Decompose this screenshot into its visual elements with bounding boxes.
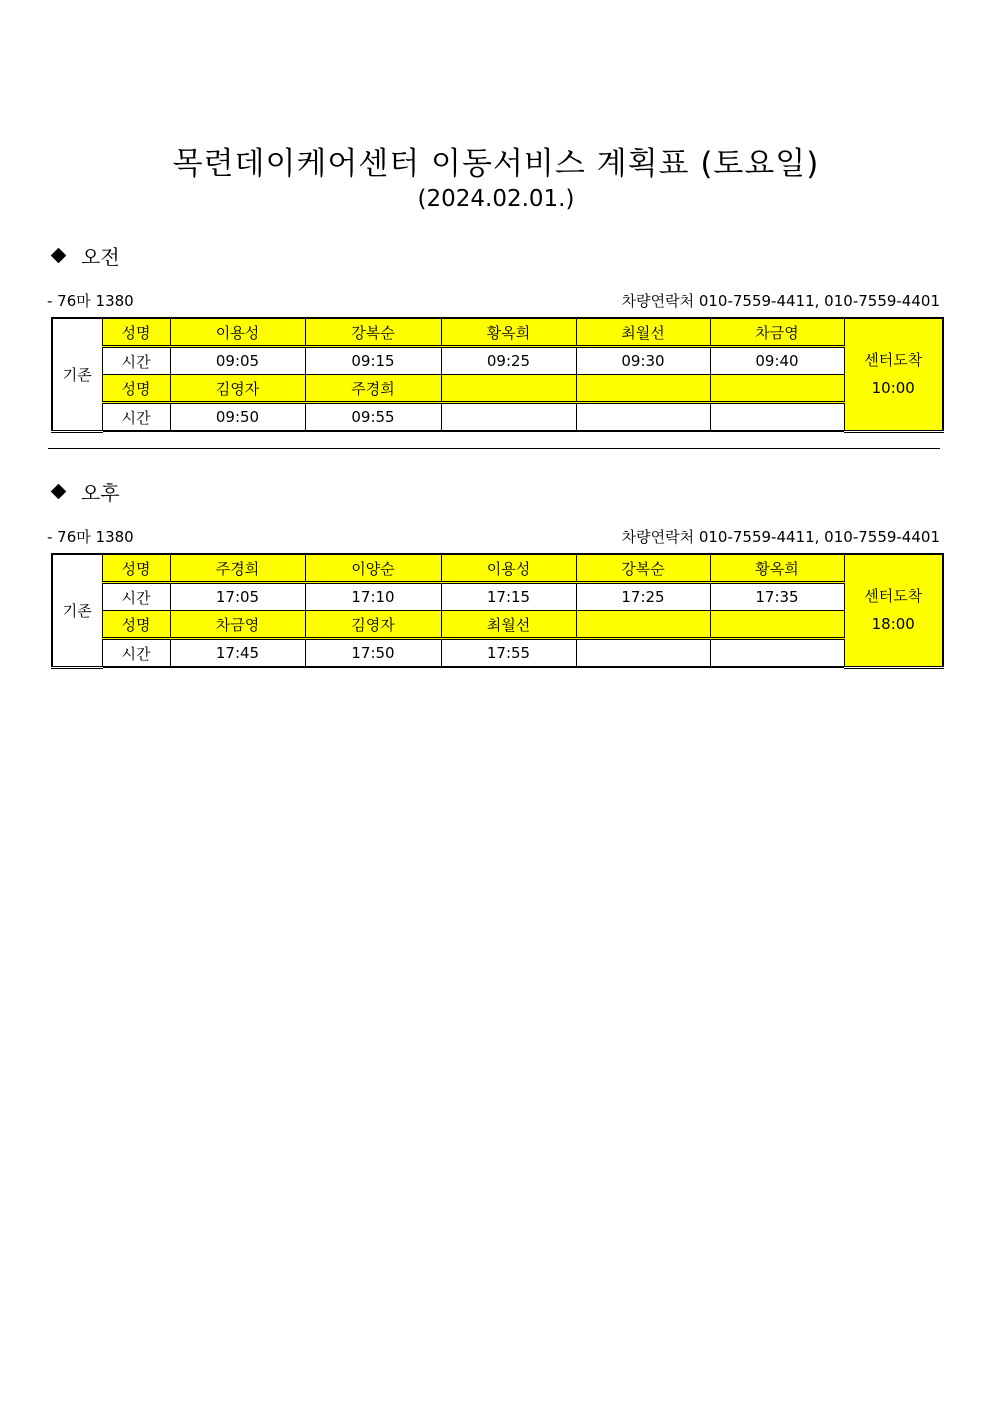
pickup-time [710, 403, 844, 432]
vehicle-contact: 차량연락처 010-7559-4411, 010-7559-4401 [621, 528, 940, 546]
section-heading-label: 오후 [81, 481, 120, 505]
passenger-name [710, 375, 844, 403]
arrival-time: 10:00 [871, 379, 915, 398]
section-divider [48, 448, 940, 449]
pickup-time: 09:55 [305, 403, 441, 432]
group-label: 기존 [52, 318, 102, 431]
vehicle-number: - 76마 1380 [47, 528, 134, 546]
pickup-time [576, 403, 710, 432]
passenger-name [710, 611, 844, 639]
passenger-name: 강복순 [576, 554, 710, 583]
passenger-name: 차금영 [710, 318, 844, 347]
table-row [52, 611, 943, 639]
vehicle-info-afternoon [47, 526, 940, 547]
passenger-name [576, 375, 710, 403]
pickup-time: 09:50 [170, 403, 305, 432]
passenger-name: 강복순 [305, 318, 441, 347]
diamond-bullet-icon [51, 484, 67, 500]
table-row [52, 583, 943, 611]
passenger-name: 이양순 [305, 554, 441, 583]
passenger-name [441, 375, 576, 403]
pickup-time: 09:40 [710, 347, 844, 375]
vehicle-info-morning [47, 290, 940, 311]
table-row [52, 318, 943, 347]
passenger-name: 황옥희 [441, 318, 576, 347]
arrival-time: 18:00 [871, 615, 915, 634]
table-row [52, 403, 943, 432]
arrival-cell [844, 318, 943, 431]
schedule-table-afternoon [51, 553, 944, 669]
passenger-name: 김영자 [170, 375, 305, 403]
pickup-time: 17:45 [170, 639, 305, 668]
passenger-name: 최월선 [441, 611, 576, 639]
pickup-time: 17:10 [305, 583, 441, 611]
pickup-time: 17:35 [710, 583, 844, 611]
passenger-name: 최월선 [576, 318, 710, 347]
page-date: (2024.02.01.) [417, 186, 575, 212]
diamond-bullet-icon [51, 248, 67, 264]
pickup-time: 17:15 [441, 583, 576, 611]
time-row-label: 시간 [102, 639, 170, 668]
time-row-label: 시간 [102, 347, 170, 375]
page-title: 목련데이케어센터 이동서비스 계획표 (토요일) [172, 146, 820, 182]
name-row-label: 성명 [102, 611, 170, 639]
section-heading-afternoon [50, 477, 120, 506]
table-row [52, 639, 943, 668]
passenger-name: 김영자 [305, 611, 441, 639]
passenger-name: 이용성 [170, 318, 305, 347]
arrival-label: 센터도착 [864, 351, 923, 370]
name-row-label: 성명 [102, 318, 170, 347]
pickup-time [576, 639, 710, 668]
name-row-label: 성명 [102, 375, 170, 403]
section-heading-morning [50, 241, 120, 270]
table-row [52, 375, 943, 403]
group-label: 기존 [52, 554, 102, 667]
pickup-time: 09:15 [305, 347, 441, 375]
pickup-time: 09:25 [441, 347, 576, 375]
pickup-time: 17:50 [305, 639, 441, 668]
arrival-label: 센터도착 [864, 587, 923, 606]
passenger-name: 이용성 [441, 554, 576, 583]
pickup-time: 17:25 [576, 583, 710, 611]
time-row-label: 시간 [102, 403, 170, 432]
pickup-time: 17:05 [170, 583, 305, 611]
vehicle-contact: 차량연락처 010-7559-4411, 010-7559-4401 [621, 292, 940, 310]
arrival-cell [844, 554, 943, 667]
passenger-name [576, 611, 710, 639]
section-heading-label: 오전 [81, 245, 120, 269]
pickup-time: 09:05 [170, 347, 305, 375]
passenger-name: 주경희 [170, 554, 305, 583]
schedule-table-morning [51, 317, 944, 433]
pickup-time: 09:30 [576, 347, 710, 375]
name-row-label: 성명 [102, 554, 170, 583]
pickup-time [441, 403, 576, 432]
table-row [52, 347, 943, 375]
pickup-time [710, 639, 844, 668]
passenger-name: 차금영 [170, 611, 305, 639]
passenger-name: 황옥희 [710, 554, 844, 583]
table-row [52, 554, 943, 583]
time-row-label: 시간 [102, 583, 170, 611]
passenger-name: 주경희 [305, 375, 441, 403]
pickup-time: 17:55 [441, 639, 576, 668]
vehicle-number: - 76마 1380 [47, 292, 134, 310]
